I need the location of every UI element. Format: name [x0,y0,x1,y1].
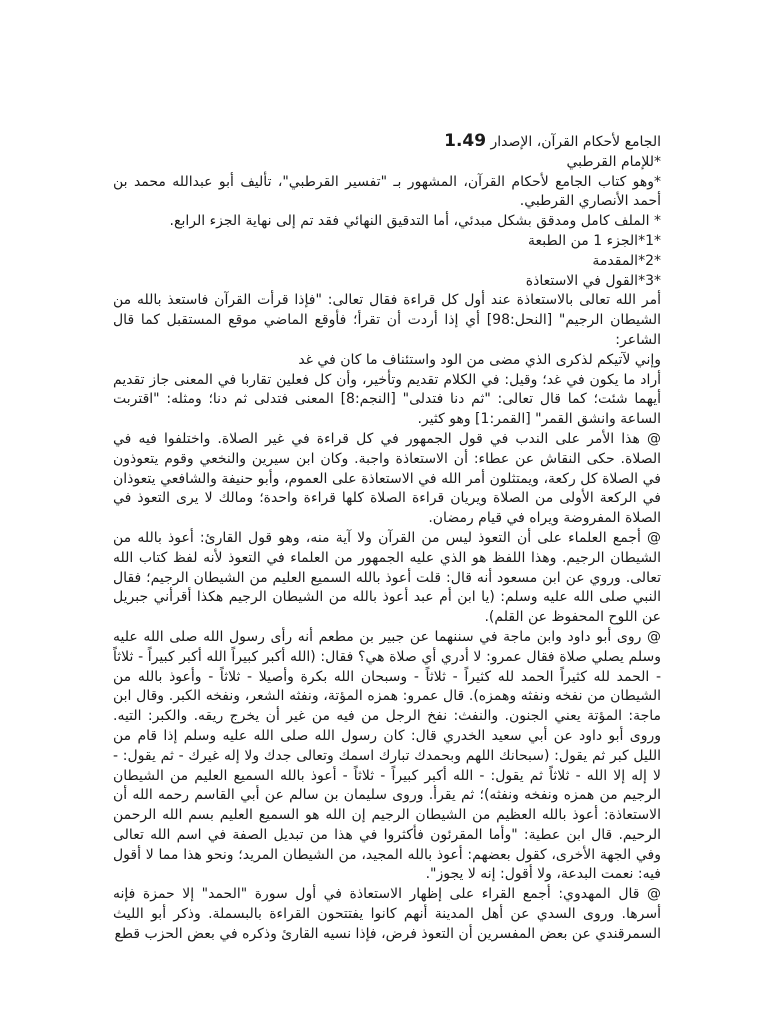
book-description: *وهو كتاب الجامع لأحكام القرآن، المشهور بـ "تفسير القرطبي"، تأليف أبو عبدالله محمد بن أحمد الأنصاري القرطبي. [113,173,661,210]
paragraph: @ أجمع العلماء على أن التعوذ ليس من القرآن ولا آية منه، وهو قول القارئ: أعوذ بالله من الشيطان الرجيم. وهذا اللفظ هو الذي عليه الجمهور من العلماء في التعوذ لأنه لفظ كتاب الله تعالى. وروي عن ابن مسعود أنه قال: قلت أعوذ بالله السميع العليم من الشيطان الرجيم؛ فقال النبي صلى الله عليه وسلم: (يا ابن أم عبد أعوذ بالله من الشيطان الرجيم هكذا أقرأني جبريل عن اللوح المحفوظ عن القلم). [113,529,661,626]
title-text: الجامع لأحكام القرآن، الإصدار [486,134,661,150]
document-body [113,132,661,945]
title-version: 1.49 [444,131,487,151]
section-heading-part-1: *1*الجزء 1 من الطبعة [528,232,661,249]
section-heading-introduction: *2*المقدمة [592,252,661,269]
paragraph: أمر الله تعالى بالاستعاذة عند أول كل قراءة فقال تعالى: "فإذا قرأت القرآن فاستعذ بالله من الشيطان الرجيم" [النحل:98] أي إذا أردت أن تقرأ؛ فأوقع الماضي موقع المستقبل كما قال الشاعر: [113,292,662,348]
file-status-note: * الملف كامل ومدقق بشكل مبدئي، أما التدقيق النهائي فقد تم إلى نهاية الجزء الرابع. [169,213,661,230]
section-heading-istiadha: *3*القول في الاستعاذة [525,272,661,289]
paragraph: @ قال المهدوي: أجمع القراء على إظهار الاستعاذة في أول سورة "الحمد" إلا حمزة فإنه أسرها. وروى السدي عن أهل المدينة أنهم كانوا يفتتحون القراءة بالبسملة. وذكر أبو الليث السمرقندي عن بعض المفسرين أن التعوذ فرض، فإذا نسيه القارئ وذكره في بعض الحزب قطع [113,886,661,942]
poetry-verse: وإني لآتيكم لذكرى الذي مضى من الود واستئناف ما كان في غد [298,351,661,368]
author-line: *للإمام القرطبي [566,153,661,170]
paragraph: @ هذا الأمر على الندب في قول الجمهور في كل قراءة في غير الصلاة. واختلفوا فيه في الصلاة. حكى النقاش عن عطاء: أن الاستعاذة واجبة. وكان ابن سيرين والنخعي وقوم يتعوذون في الصلاة كل ركعة، ويمتثلون أمر الله في الاستعاذة على العموم، وأبو حنيفة والشافعي يتعوذان في الركعة الأولى من الصلاة ويريان قراءة الصلاة كلها قراءة واحدة؛ ومالك لا يرى التعوذ في الصلاة المفروضة ويراه في قيام رمضان. [113,430,661,527]
paragraph: أراد ما يكون في غد؛ وقيل: في الكلام تقديم وتأخير، وأن كل فعلين تقاربا في المعنى جاز تقديم أيهما شئت؛ كما قال تعالى: "ثم دنا فتدلى" [النجم:8] المعنى فتدلى ثم دنا؛ ومثله: "اقتربت الساعة وانشق القمر" [القمر:1] وهو كثير. [113,371,661,428]
paragraph: @ روى أبو داود وابن ماجة في سننهما عن جبير بن مطعم أنه رأى رسول الله صلى الله عليه وسلم يصلي صلاة فقال عمرو: لا أدري أي صلاة هي؟ فقال: (الله أكبر كبيراً الله أكبر كبيراً - ثلاثاً - الحمد لله كثيراً الحمد لله كثيراً - ثلاثاً - وسبحان الله بكرة وأصيلا - ثلاثاً - وأعوذ بالله من الشيطان من نفخه ونفثه وهمزه). قال عمرو: همزه المؤتة، ونفثه الشعر، ونفخه الكبر. وقال ابن ماجة: المؤتة يعني الجنون. والنفث: نفخ الرجل من فيه من غير أن يخرج ريقه. والكبر: التيه. وروى أبو داود عن أبي سعيد الخدري قال: كان رسول الله صلى الله عليه وسلم إذا قام من الليل كبر ثم يقول: (سبحانك اللهم وبحمدك تبارك اسمك وتعالى جدك ولا إله غيرك - ثم يقول: - لا إله إلا الله - ثلاثاً ثم يقول: - الله أكبر كبيراً - ثلاثاً - أعوذ بالله السميع العليم من الشيطان الرجيم من همزه ونفخه ونفثه)؛ ثم يقرأ. وروى سليمان بن سالم عن أبي القاسم رحمه الله أن الاستعاذة: أعوذ بالله العظيم من الشيطان الرجيم إن الله هو السميع العليم بسم الله الرحمن الرحيم. قال ابن عطية: "وأما المقرئون فأكثروا في هذا من تبديل الصفة في اسم الله تعالى وفي الجهة الأخرى، كقول بعضهم: أعوذ بالله المجيد، من الشيطان المريد؛ ونحو هذا مما لا أقول فيه: نعمت البدعة، ولا أقول: إنه لا يجوز". [113,628,661,883]
document-title [113,132,661,153]
